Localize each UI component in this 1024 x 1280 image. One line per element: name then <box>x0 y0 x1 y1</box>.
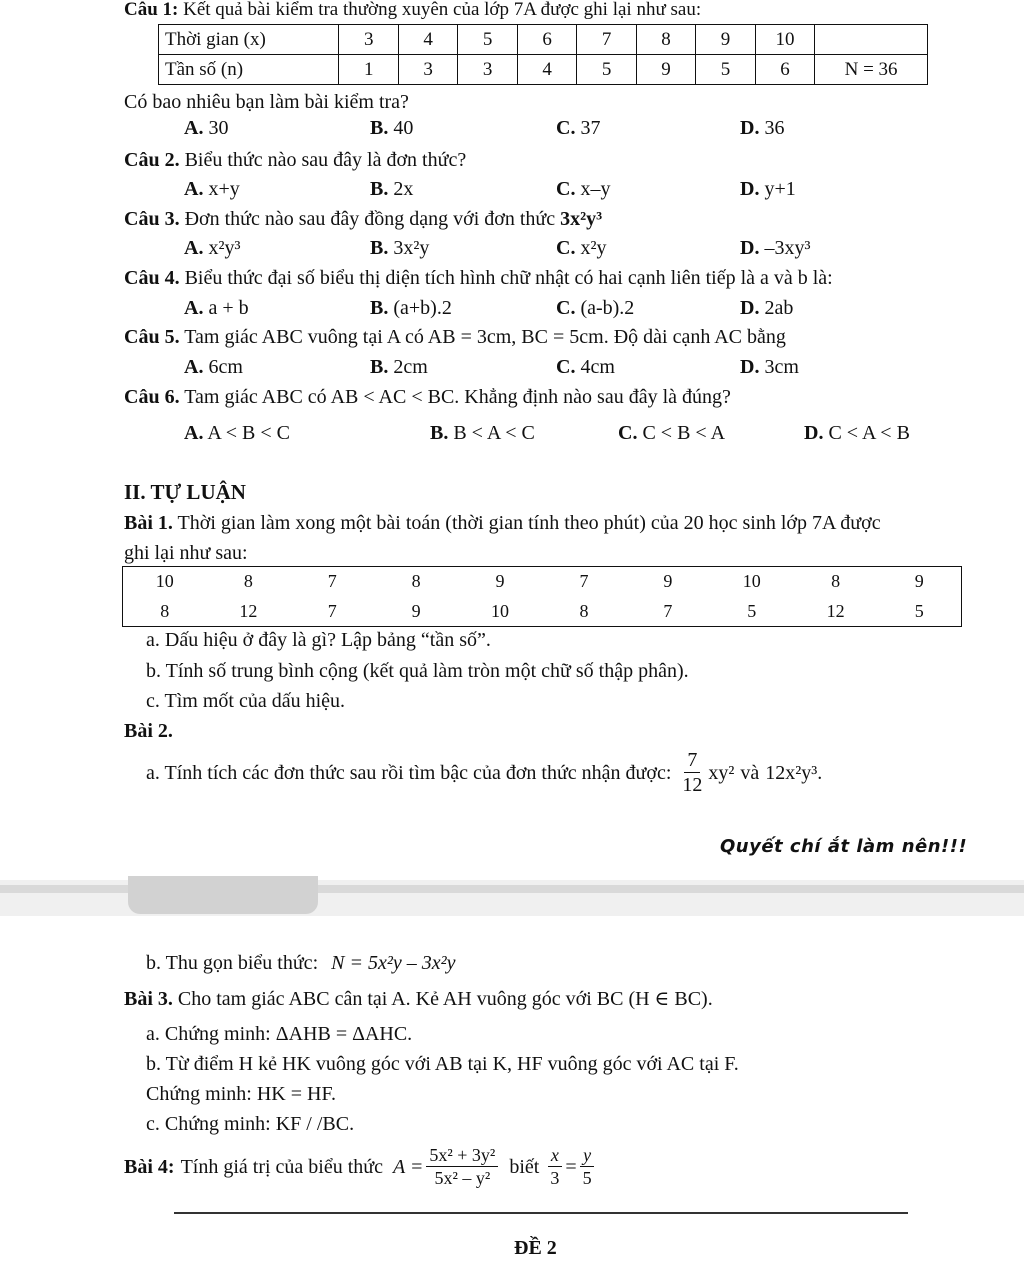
divider <box>174 1212 908 1214</box>
page-break-tab <box>128 876 318 914</box>
table-cell: 9 <box>636 55 695 85</box>
table-row <box>159 25 928 55</box>
table-row <box>123 597 962 627</box>
fraction-denominator: 3 <box>550 1168 560 1188</box>
table-cell: 8 <box>831 571 841 592</box>
q4-line <box>124 268 833 288</box>
option-letter: C. <box>556 178 576 200</box>
bai4-biet: biết <box>509 1155 540 1178</box>
fraction-numerator: 7 <box>684 750 700 773</box>
q2-option-a[interactable] <box>184 179 240 199</box>
option-text: A < B < C <box>207 422 290 444</box>
table-cell: 8 <box>243 571 253 592</box>
q5-option-b[interactable] <box>370 357 428 377</box>
q2-option-c[interactable] <box>556 179 610 199</box>
q1-text: Kết quả bài kiểm tra thường xuyên của lớp 7A được ghi lại như sau: <box>183 0 702 20</box>
q6-option-d[interactable] <box>804 423 910 443</box>
q6-label: Câu 6. <box>124 386 180 408</box>
q1-option-d[interactable] <box>740 118 784 138</box>
option-text: a + b <box>208 297 249 319</box>
table-cell: 6 <box>517 25 576 55</box>
q3-line <box>124 209 602 229</box>
table-cell: 6 <box>755 55 814 85</box>
option-text: B < A < C <box>453 422 535 444</box>
bai2-a-text: a. Tính tích các đơn thức sau rồi tìm bậc của đơn thức nhận được: <box>146 761 672 784</box>
table-cell: 10 <box>155 571 174 592</box>
option-letter: B. <box>370 237 389 259</box>
table-cell: 10 <box>491 600 510 621</box>
option-text: C < B < A <box>642 422 726 444</box>
bai3-label: Bài 3. <box>124 988 173 1010</box>
q4-option-a[interactable] <box>184 298 249 318</box>
bai2-label: Bài 2. <box>124 720 173 742</box>
q3-option-a[interactable] <box>184 238 240 258</box>
table-cell: 9 <box>663 571 673 592</box>
q1-question: Có bao nhiêu bạn làm bài kiểm tra? <box>124 91 409 113</box>
fraction-numerator: 5x² + 3y² <box>426 1146 498 1167</box>
bai4-label: Bài 4: <box>124 1155 175 1178</box>
bai1-part-b: b. Tính số trung bình cộng (kết quả làm tròn một chữ số thập phân). <box>146 660 689 682</box>
option-text: 37 <box>580 117 601 139</box>
option-letter: C. <box>556 356 576 378</box>
option-text: x²y <box>580 237 607 259</box>
q5-option-d[interactable] <box>740 357 799 377</box>
option-letter: B. <box>370 178 389 200</box>
option-text: 2cm <box>393 356 428 378</box>
bai2-part-b <box>146 953 455 973</box>
table-cell: 3 <box>458 55 517 85</box>
q2-line <box>124 150 466 170</box>
table-cell: 3 <box>339 25 398 55</box>
bai2-fraction <box>679 750 705 795</box>
table-cell: 9 <box>696 25 755 55</box>
q6-option-b[interactable] <box>430 423 535 443</box>
table-cell: 4 <box>398 25 457 55</box>
fraction-numerator: x <box>548 1146 562 1167</box>
table-cell: 9 <box>914 571 924 592</box>
bai3-line <box>124 989 713 1009</box>
table-cell: 5 <box>577 55 636 85</box>
bai2-b-expression: N = 5x²y – 3x²y <box>331 952 456 974</box>
table-row <box>159 55 928 85</box>
option-text: x²y³ <box>208 237 241 259</box>
bai1-part-a: a. Dấu hiệu ở đây là gì? Lập bảng “tần số”. <box>146 629 491 651</box>
table-cell: 5 <box>696 55 755 85</box>
table-cell: 12 <box>239 600 258 621</box>
bai4-ratio-x <box>547 1146 562 1187</box>
q3-label: Câu 3. <box>124 208 180 230</box>
motto-text: Quyết chí ắt làm nên!!! <box>720 836 968 857</box>
option-letter: D. <box>740 178 760 200</box>
option-letter: B. <box>430 422 449 444</box>
table-cell <box>815 25 928 55</box>
table-cell: 1 <box>339 55 398 85</box>
table-cell: 5 <box>458 25 517 55</box>
fraction-denominator: 5 <box>582 1168 592 1188</box>
table-cell: 10 <box>742 571 761 592</box>
table-cell: 5 <box>914 600 924 621</box>
option-letter: D. <box>740 117 760 139</box>
bai1-part-c: c. Tìm mốt của dấu hiệu. <box>146 690 346 712</box>
table-cell: 10 <box>755 25 814 55</box>
bai3-text: Cho tam giác ABC cân tại A. Kẻ AH vuông góc với BC (H ∈ BC). <box>177 988 713 1010</box>
option-letter: B. <box>370 117 389 139</box>
fraction-denominator: 12 <box>682 774 703 796</box>
table-cell: 12 <box>826 600 845 621</box>
bai4-lhs: A = <box>393 1155 424 1178</box>
table-cell: 8 <box>160 600 170 621</box>
q5-text: Tam giác ABC vuông tại A có AB = 3cm, BC = 5cm. Độ dài cạnh AC bằng <box>184 326 786 348</box>
table-cell: 7 <box>577 25 636 55</box>
table-cell: N = 36 <box>815 55 928 85</box>
option-text: 36 <box>764 117 785 139</box>
bai1-text: Thời gian làm xong một bài toán (thời gian tính theo phút) của 20 học sinh lớp 7A được <box>177 512 881 534</box>
bai4-equals: = <box>565 1155 577 1178</box>
option-text: 2x <box>393 178 414 200</box>
option-text: –3xy³ <box>764 237 811 259</box>
q3-option-c[interactable] <box>556 238 606 258</box>
bai2-and: và <box>740 761 760 784</box>
q1-frequency-table <box>158 24 928 85</box>
option-letter: B. <box>370 356 389 378</box>
q6-text: Tam giác ABC có AB < AC < BC. Khẳng định nào sau đây là đúng? <box>184 386 731 408</box>
bai3-part-b1: b. Từ điểm H kẻ HK vuông góc với AB tại K, HF vuông góc với AC tại F. <box>146 1053 739 1075</box>
bai2-b-text: b. Thu gọn biểu thức: <box>146 952 319 974</box>
q3-option-b[interactable] <box>370 238 429 258</box>
bai1-line1 <box>124 513 881 533</box>
option-letter: C. <box>556 237 576 259</box>
bai2-term1: xy² <box>708 761 735 784</box>
q4-option-d[interactable] <box>740 298 793 318</box>
option-text: y+1 <box>764 178 796 200</box>
option-text: 2ab <box>764 297 794 319</box>
option-text: 30 <box>208 117 229 139</box>
option-letter: A. <box>184 237 204 259</box>
table-cell: 9 <box>411 600 421 621</box>
bai4-fraction <box>426 1146 498 1187</box>
fraction-numerator: y <box>580 1146 594 1167</box>
option-letter: C. <box>556 297 576 319</box>
q1-line <box>124 0 701 19</box>
q1-option-a[interactable] <box>184 118 228 138</box>
q3-text: Đơn thức nào sau đây đồng dạng với đơn thức <box>184 208 556 230</box>
option-letter: C. <box>618 422 638 444</box>
option-text: 40 <box>393 117 414 139</box>
q1-label: Câu 1: <box>124 0 179 20</box>
option-text: x+y <box>208 178 240 200</box>
bai3-part-b2: Chứng minh: HK = HF. <box>146 1083 336 1105</box>
option-letter: A. <box>184 356 204 378</box>
q3-option-d[interactable] <box>740 238 810 258</box>
table-cell: Thời gian (x) <box>159 25 339 55</box>
option-text: 4cm <box>580 356 615 378</box>
option-letter: D. <box>804 422 824 444</box>
table-cell: 7 <box>327 600 337 621</box>
q2-option-b[interactable] <box>370 179 413 199</box>
exam-footer: ĐỀ 2 <box>514 1237 557 1259</box>
table-cell: 9 <box>495 571 505 592</box>
table-cell: 8 <box>411 571 421 592</box>
table-cell: 4 <box>517 55 576 85</box>
q5-label: Câu 5. <box>124 326 180 348</box>
option-letter: A. <box>184 178 204 200</box>
bai1-data-table <box>122 566 962 627</box>
bai2-term2: 12x²y³. <box>765 761 823 784</box>
fraction-denominator: 5x² – y² <box>434 1168 491 1188</box>
bai1-label: Bài 1. <box>124 512 173 534</box>
q1-option-c[interactable] <box>556 118 600 138</box>
q1-option-b[interactable] <box>370 118 413 138</box>
q5-option-c[interactable] <box>556 357 615 377</box>
q5-option-a[interactable] <box>184 357 243 377</box>
table-cell: 8 <box>636 25 695 55</box>
bai4-text: Tính giá trị của biểu thức <box>180 1155 384 1178</box>
option-letter: D. <box>740 237 760 259</box>
bai3-part-a: a. Chứng minh: ΔAHB = ΔAHC. <box>146 1023 413 1045</box>
q2-label: Câu 2. <box>124 149 180 171</box>
section-heading: II. TỰ LUẬN <box>124 480 246 504</box>
table-cell: 5 <box>747 600 757 621</box>
option-text: (a+b).2 <box>393 297 452 319</box>
q6-option-c[interactable] <box>618 423 725 443</box>
bai4-line <box>124 1146 598 1187</box>
option-letter: C. <box>556 117 576 139</box>
q4-label: Câu 4. <box>124 267 180 289</box>
option-letter: D. <box>740 297 760 319</box>
table-cell: 8 <box>579 600 589 621</box>
bai4-ratio-y <box>580 1146 595 1187</box>
q2-text: Biểu thức nào sau đây là đơn thức? <box>184 149 467 171</box>
table-cell: 3 <box>398 55 457 85</box>
option-letter: D. <box>740 356 760 378</box>
option-text: (a-b).2 <box>580 297 635 319</box>
q4-text: Biểu thức đại số biểu thị diện tích hình chữ nhật có hai cạnh liên tiếp là a và b là: <box>184 267 833 289</box>
table-cell: 7 <box>327 571 337 592</box>
bai2-part-a <box>146 750 822 795</box>
option-text: 6cm <box>208 356 243 378</box>
q5-line <box>124 327 786 347</box>
option-letter: A. <box>184 422 204 444</box>
q4-option-b[interactable] <box>370 298 452 318</box>
q6-option-a[interactable] <box>184 423 290 443</box>
bai1-line2: ghi lại như sau: <box>124 542 248 564</box>
q2-option-d[interactable] <box>740 179 796 199</box>
option-text: 3cm <box>764 356 799 378</box>
q4-option-c[interactable] <box>556 298 634 318</box>
option-text: 3x²y <box>393 237 430 259</box>
table-row <box>123 567 962 597</box>
q6-line <box>124 387 731 407</box>
option-letter: A. <box>184 117 204 139</box>
table-cell: 7 <box>663 600 673 621</box>
option-text: x–y <box>580 178 611 200</box>
table-cell: 7 <box>579 571 589 592</box>
table-cell: Tần số (n) <box>159 55 339 85</box>
bai3-part-c: c. Chứng minh: KF / /BC. <box>146 1113 355 1135</box>
q3-expression: 3x²y³ <box>560 208 603 230</box>
option-text: C < A < B <box>828 422 910 444</box>
option-letter: A. <box>184 297 204 319</box>
option-letter: B. <box>370 297 389 319</box>
